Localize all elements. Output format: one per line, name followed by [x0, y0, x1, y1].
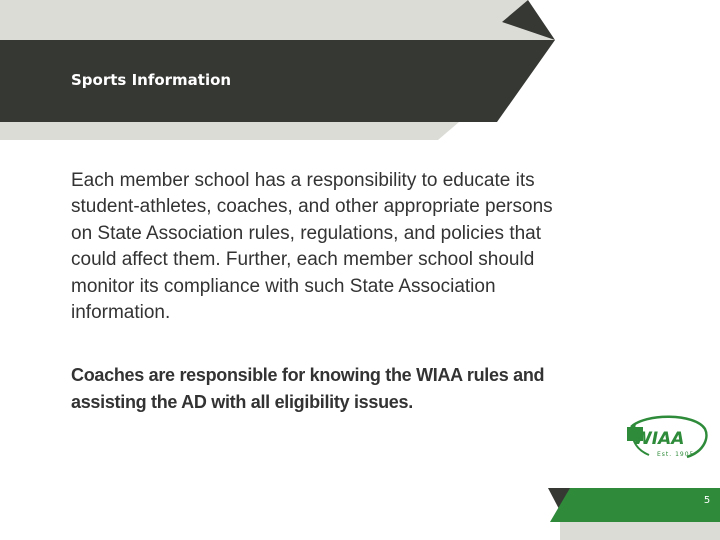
wiaa-logo — [625, 413, 709, 463]
footer-light-strip — [560, 522, 720, 540]
emphasis-paragraph: Coaches are responsible for knowing the WIAA rules and assisting the AD with all eligibility issues. — [71, 365, 545, 412]
page-number: 5 — [703, 495, 711, 506]
body-paragraph: Each member school has a responsibility to educate its student-athletes, coaches, and other appropriate persons on State Association rules, regulations, and policies that could affect them. Further, each member school should monitor its compliance with such State Association information. — [71, 170, 553, 324]
slide-title: Sports Information — [71, 71, 232, 89]
svg-text:WIAA: WIAA — [633, 429, 685, 449]
footer-green-band — [550, 488, 720, 522]
svg-text:Est. 1905: Est. 1905 — [657, 451, 695, 458]
